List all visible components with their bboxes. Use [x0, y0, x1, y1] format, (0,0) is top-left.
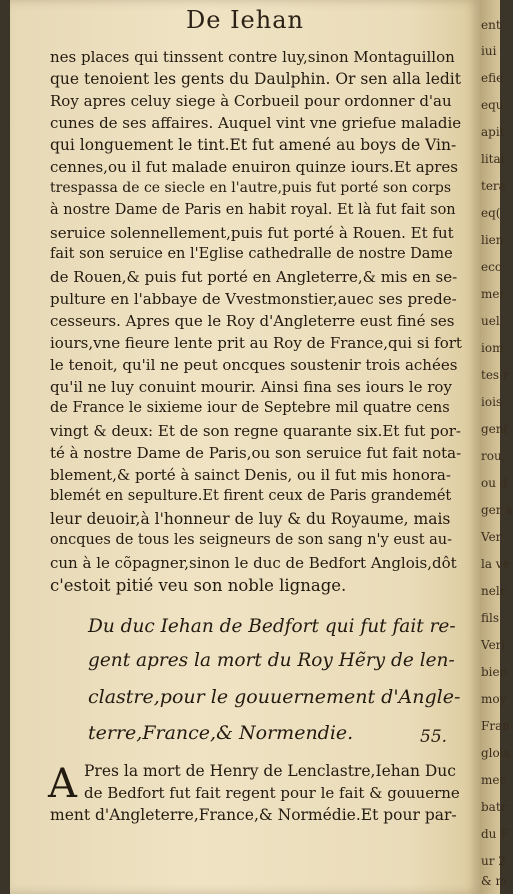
body-line: cennes,ou il fut malade enuiron quinze iours.Et apres — [50, 158, 458, 176]
body-line: à nostre Dame de Paris en habit royal. Et là fut fait son — [50, 202, 456, 218]
body-line: cun à le cõpagner,sinon le duc de Bedfort Anglois,dôt — [50, 554, 457, 572]
body-line: trespassa de ce siecle en l'autre,puis fut porté son corps — [50, 180, 452, 196]
body-line: oncques de tous les seigneurs de son sang n'y eust au- — [50, 532, 453, 548]
adjacent-page-fragment: mee — [481, 773, 507, 787]
adjacent-page-fragment: equ — [481, 98, 504, 112]
body-line: leur deuoir,à l'honneur de luy & du Royaume, mais — [50, 510, 451, 528]
body-line: té à nostre Dame de Paris,ou son seruice fut fait nota- — [50, 444, 462, 462]
adjacent-page-fragment: bien — [481, 665, 508, 679]
adjacent-page-fragment: & m — [481, 874, 507, 888]
body-line: le tenoit, qu'il ne peut oncques soustenir trois achées — [50, 356, 458, 374]
adjacent-page-fragment: eco — [481, 260, 503, 274]
body-line: c'estoit pitié veu son noble lignage. — [50, 576, 347, 595]
adjacent-page-edge — [478, 0, 513, 894]
adjacent-page-fragment: lien — [481, 233, 504, 247]
body-line: qu'il ne luy conuint mourir. Ainsi fina ses iours le roy — [50, 378, 452, 396]
adjacent-page-fragment: iui — [481, 44, 497, 58]
body-line: nes places qui tinssent contre luy,sinon Montaguillon — [50, 48, 455, 66]
body-line: de France le sixieme iour de Septebre mil quatre cens — [50, 400, 450, 416]
body-line: de Rouen,& puis fut porté en Angleterre,& mis en se- — [50, 268, 458, 286]
body-line: Pres la mort de Henry de Lenclastre,Iehan Duc — [84, 762, 456, 780]
adjacent-page-fragment: apit — [481, 125, 505, 139]
body-line: seruice solennellement,puis fut porté à Rouen. Et fut — [50, 224, 454, 242]
adjacent-page-fragment: Ver — [481, 530, 502, 544]
chapter-heading-line: Du duc Iehan de Bedfort qui fut fait re- — [88, 616, 456, 637]
adjacent-page-fragment: batr — [481, 800, 507, 814]
book-page — [10, 0, 480, 894]
body-line: qui longuement le tint.Et fut amené au boys de Vin- — [50, 136, 457, 154]
body-line: blemét en sepulture.Et firent ceux de Paris grandemét — [50, 488, 452, 504]
adjacent-page-fragment: moy — [481, 692, 507, 706]
adjacent-page-fragment: uel — [481, 314, 500, 328]
body-line: que tenoient les gents du Daulphin. Or sen alla ledit — [50, 70, 461, 88]
adjacent-page-fragment: Veri — [481, 638, 506, 652]
adjacent-page-fragment: rou, — [481, 449, 506, 463]
chapter-heading-line: clastre,pour le gouuernement d'Angle- — [88, 686, 461, 708]
adjacent-page-fragment: tera — [481, 179, 506, 193]
adjacent-page-fragment: la ve — [481, 557, 510, 571]
body-line: cunes de ses affaires. Auquel vint vne griefue maladie — [50, 114, 462, 132]
chapter-heading-line: terre,France,& Normendie. — [88, 722, 354, 744]
body-line: blement,& porté à sainct Denis, ou il fut mis honora- — [50, 466, 451, 484]
adjacent-page-fragment: du F — [481, 827, 509, 841]
body-line: vingt & deux: Et de son regne quarante six.Et fut por- — [50, 422, 461, 440]
page-number: 55. — [420, 727, 448, 747]
body-line: fait son seruice en l'Eglise cathedralle de nostre Dame — [50, 246, 453, 262]
adjacent-page-fragment: eq( — [481, 206, 501, 220]
adjacent-page-fragment: efie — [481, 71, 504, 85]
chapter-heading-line: gent apres la mort du Roy Hẽry de len- — [88, 650, 455, 671]
adjacent-page-fragment: ur 2 — [481, 854, 506, 868]
adjacent-page-fragment: iois — [481, 395, 503, 409]
body-line: ment d'Angleterre,France,& Normédie.Et pour par- — [50, 806, 457, 824]
body-line: iours,vne fieure lente prit au Roy de France,qui si fort — [50, 334, 462, 352]
body-line: cesseurs. Apres que le Roy d'Angleterre eust finé ses — [50, 312, 455, 330]
adjacent-page-fragment: nelr — [481, 584, 506, 598]
drop-cap: A — [48, 761, 77, 807]
body-line: de Bedfort fut fait regent pour le fait & gouuerne — [84, 784, 460, 802]
adjacent-page-fragment: iom — [481, 341, 504, 355]
adjacent-page-fragment: ent — [481, 18, 501, 32]
adjacent-page-fragment: ou d — [481, 476, 508, 490]
adjacent-page-fragment: mer — [481, 287, 506, 301]
body-line: pulture en l'abbaye de Vvestmonstier,auec ses prede- — [50, 290, 457, 308]
adjacent-page-fragment: gen( — [481, 422, 509, 436]
adjacent-page-fragment: glois — [481, 746, 510, 760]
adjacent-page-fragment: tes r — [481, 368, 509, 382]
adjacent-page-fragment: fils — [481, 611, 499, 625]
adjacent-page-fragment: Fran — [481, 719, 510, 733]
body-line: Roy apres celuy siege à Corbueil pour ordonner d'au — [50, 92, 452, 110]
adjacent-page-fragment: ger a — [481, 503, 513, 517]
adjacent-page-fragment: litai — [481, 152, 505, 166]
running-head: De Iehan — [186, 6, 304, 34]
